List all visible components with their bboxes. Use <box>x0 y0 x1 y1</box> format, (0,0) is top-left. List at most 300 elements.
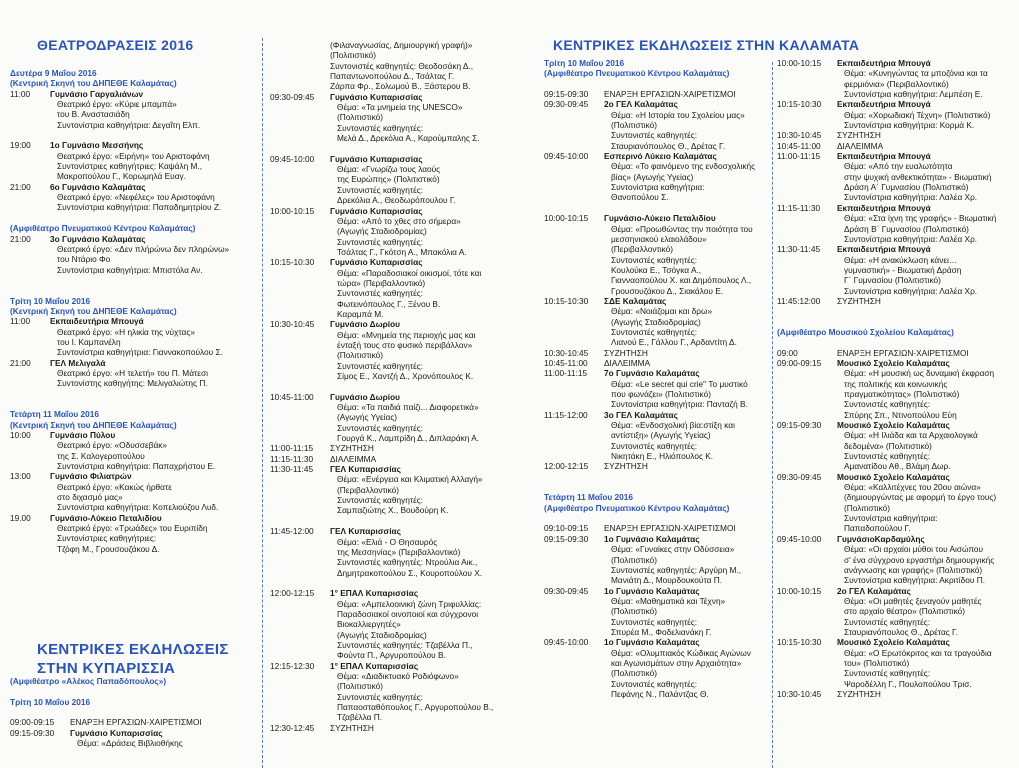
venue-heading: (Κεντρική Σκηνή του ΔΗΠΕΘΕ Καλαμάτας) <box>10 305 177 316</box>
schedule-entry <box>270 206 515 258</box>
entry-line: Θεατρικό έργο: «Τρωάδες» του Ευριπίδη <box>57 523 208 534</box>
entry-line: ΣΥΖΗΤΗΣΗ <box>604 347 648 358</box>
entry-line: Αμανατίδου Αθ., Βλάμη Δωρ. <box>844 461 951 472</box>
entry-school: 1ο Γυμνάσιο Μεσσήνης <box>50 140 144 151</box>
spacer <box>10 399 256 409</box>
entry-line: Συντονίστρια καθηγήτρια: <box>844 513 938 524</box>
entry-line: μεσσηνιακού ελαιολάδου» <box>611 233 707 244</box>
entry-line: Θέμα: «Γνωρίζω τους λαούς <box>337 164 441 175</box>
schedule-entry <box>777 586 1019 638</box>
schedule-entry <box>270 723 515 733</box>
entry-time: 19:00 <box>10 140 31 151</box>
entry-school: Μουσικό Σχολείο Καλαμάτας <box>837 357 950 368</box>
entry-line: Συντονίστρια καθηγήτρια: Κοπελιούζου Λυδ. <box>57 502 219 513</box>
entry-line: δεδομένα» (Πολιτιστικό) <box>844 440 932 451</box>
day-heading: Τετάρτη 11 Μαΐου 2016 <box>10 409 99 420</box>
entry-line: (Πολιτιστικό) <box>611 668 657 679</box>
schedule-entry <box>544 523 774 533</box>
entry-school: Εκπαιδευτήρια Μπουγά <box>50 316 144 327</box>
entry-line: Θεατρικό έργο: «Κακώς ήρθατε <box>57 481 172 492</box>
schedule-entry <box>10 471 256 512</box>
entry-line: (Πολιτιστικό) <box>330 50 376 61</box>
entry-school: Γυμνάσιο Κυπαρισσίας <box>330 153 423 164</box>
entry-line: Σαμπαζιώτης Χ., Βουδούρη Κ. <box>337 505 449 516</box>
entry-time: 10:30-10:45 <box>777 130 822 141</box>
spacer <box>544 513 774 523</box>
entry-line: Θέμα: «Δράσεις Βιβλιοθήκης <box>77 738 183 749</box>
venue-heading: (Αμφιθέατρο «Αλέκος Παπαδόπουλος») <box>10 676 167 686</box>
entry-line: στο διχασμό μας» <box>57 492 123 503</box>
entry-line: Θανοπούλου Σ. <box>611 192 669 203</box>
entry-line: (Πολιτιστικό) <box>611 606 657 617</box>
entry-school: Γυμνάσιο Γαργαλιάνων <box>50 88 144 99</box>
entry-school: 7ο Γυμνάσιο Καλαμάτας <box>604 368 700 379</box>
entry-time: 09:00-09:15 <box>777 357 822 368</box>
entry-line: (Αγωγής Σταδιοδρομίας) <box>611 316 701 327</box>
entry-line: Συντονιστές καθηγητές: <box>844 399 931 410</box>
entry-line: Θέμα: «Παραδοσιακοί οικισμοί, τότε και <box>337 267 482 278</box>
schedule-entry <box>10 358 256 389</box>
schedule-entry <box>270 443 515 453</box>
venue-heading: (Αμφιθέατρο Μουσικού Σχολείου Καλαμάτας) <box>777 326 954 337</box>
entry-line: ΔΙΑΛΕΙΜΜΑ <box>837 140 884 151</box>
entry-line: του Ι. Καμπανέλη <box>57 336 121 347</box>
entry-line: Βιοκαλλιεργητές» <box>337 619 401 630</box>
entry-line: Θέμα: «Μαθηματικά και Τέχνη» <box>611 595 726 606</box>
entry-school: 1° ΕΠΑΛ Κυπαρισσίας <box>330 660 419 671</box>
entry-line: Ζάρπα Φρ., Σολωμού Β., Ξάστερου Β. <box>330 81 471 92</box>
entry-school: ΓΕΛ Κυπαρισσίας <box>330 464 401 475</box>
column-divider-2 <box>772 62 773 768</box>
entry-time: 12:00-12:15 <box>544 461 589 472</box>
entry-line: Συντονιστές καθηγητές: <box>337 360 424 371</box>
entry-time: 09:30-09:45 <box>270 91 315 102</box>
entry-line: (Περιβαλλοντικό) <box>611 244 674 255</box>
entry-time: 10:15-10:30 <box>544 295 589 306</box>
entry-line: Γ΄ Γυμνασίου (Πολιτιστικό) <box>844 275 941 286</box>
entry-line: Καραμπά Μ. <box>337 308 384 319</box>
entry-line: Συντονίστριες καθηγήτριες: <box>57 533 157 544</box>
entry-school: 1ο Γυμνάσιο Καλαμάτας <box>604 533 700 544</box>
column-4 <box>777 58 1019 699</box>
entry-line: Σταυριανόπουλος Θ., Δρέτας Γ. <box>844 626 959 637</box>
entry-school: Εκπαιδευτήρια Μπουγά <box>837 99 931 110</box>
spacer <box>10 130 256 140</box>
entry-time: 09:10-09:15 <box>544 523 589 534</box>
column-3 <box>544 58 774 699</box>
entry-line: και Αγωνισμάτων στην Αρχαιότητα» <box>611 657 742 668</box>
theatre-section-title: ΘΕΑΤΡΟΔΡΑΣΕΙΣ 2016 <box>37 37 194 53</box>
entry-school: Γυμνάσιο Κυπαρισσίας <box>70 727 163 738</box>
entry-line: Θέμα: «Ενδοσχολική βία:στίξη και <box>611 420 735 431</box>
entry-line: ΔΙΑΛΕΙΜΜΑ <box>330 453 377 464</box>
entry-time: 10:00-10:15 <box>777 58 822 68</box>
entry-school: Γυμνάσιο Κυπαρισσίας <box>330 257 423 268</box>
entry-time: 11:15-11:30 <box>777 202 821 213</box>
entry-line: του Ντάριο Φο <box>57 254 111 265</box>
spacer <box>777 317 1019 327</box>
entry-line: Δημητρακοπούλου Σ., Κουροπούλου Χ. <box>337 567 483 578</box>
entry-line: Γιανναοπούλου Χ. και Δημόπουλος Λ., <box>611 275 752 286</box>
entry-line: (Πολιτιστικό) <box>337 350 383 361</box>
spacer <box>544 79 774 89</box>
entry-line: της πολιτικής και κοινωνικής <box>844 378 948 389</box>
entry-line: ΕΝΑΡΞΗ ΕΡΓΑΣΙΩΝ-ΧΑΙΡΕΤΙΣΜΟΙ <box>70 717 202 728</box>
entry-school: Εκπαιδευτήρια Μπουγά <box>837 244 931 255</box>
entry-line: Φωτεινόπουλος Γ., Ξένου Β. <box>337 298 441 309</box>
entry-line: ΔΙΑΛΕΙΜΜΑ <box>604 357 651 368</box>
entry-line: (Αγωγής Σταδιοδρομίας) <box>337 226 427 237</box>
entry-line: αντίστιξη» (Αγωγής Υγείας) <box>611 430 711 441</box>
entry-line: (Περιβαλλοντικό) <box>337 484 400 495</box>
entry-school: 3ο Γυμνάσιο Καλαμάτας <box>50 233 146 244</box>
entry-line: Θέμα: «Προωθώντας την ποιότητα του <box>611 223 753 234</box>
entry-school: Γυμνάσιο-Λύκειο Πεταλιδίου <box>50 512 162 523</box>
schedule-entry <box>777 203 1019 244</box>
entry-line: (δημιουργώντας με αφορμή το έργο τους) <box>844 492 997 503</box>
entry-line: Συντονιστές καθηγητές: Αργύρη Μ., <box>611 564 742 575</box>
spacer <box>270 143 515 153</box>
schedule-entry <box>777 58 1019 99</box>
entry-school: 6ο Γυμνάσιο Καλαμάτας <box>50 181 146 192</box>
schedule-entry <box>270 526 515 578</box>
entry-line: Συντονίστρια καθηγήτρια: Παπαδημητρίου Ζ. <box>57 202 222 213</box>
entry-school: Μουσικό Σχολείο Καλαμάτας <box>837 637 950 648</box>
entry-time: 11:30-11:45 <box>777 244 821 255</box>
entry-line: Θεατρικό έργο: «Δεν πλήρώνω δεν πληρώνω» <box>57 243 230 254</box>
entry-line: Δρεκόλια Α., Θεοδωρόπουλου Γ. <box>337 195 456 206</box>
entry-time: 10:00 <box>10 430 31 441</box>
entry-time: 09:30-09:45 <box>544 585 589 596</box>
entry-time: 12:30-12:45 <box>270 722 315 733</box>
schedule-entry <box>777 99 1019 130</box>
entry-time: 09:45-10:00 <box>544 637 589 648</box>
schedule-entry <box>10 89 256 130</box>
entry-line: Συντονίστρια καθηγήτρια: Πανταζή Β. <box>611 399 748 410</box>
entry-line: Συντονίστρια καθηγήτρια: Λαλέα Χρ. <box>844 192 978 203</box>
schedule-entry <box>777 141 1019 151</box>
entry-line: ένταξή τους στο φυσικό περιβάλλον» <box>337 339 473 350</box>
entry-school: ΓΕΛ Κυπαρισσίας <box>330 526 401 537</box>
entry-line: Συντονίστρια καθηγήτρια: Γιαννακοπούλου Σ. <box>57 347 223 358</box>
spacer <box>10 707 256 717</box>
entry-line: ΣΥΖΗΤΗΣΗ <box>837 130 881 141</box>
entry-line: που φωνάζει» (Πολιτιστικό) <box>611 389 711 399</box>
schedule-entry <box>777 534 1019 586</box>
spacer <box>270 381 515 391</box>
entry-line: Πεφάνης Ν., Παλάντζας Θ. <box>611 688 709 699</box>
entry-line: Θέμα: «Μνημεία της περιοχής μας και <box>337 329 476 340</box>
entry-line: Συντονιστές καθηγητές: <box>611 440 698 451</box>
entry-line: Θέμα: «Νοιάζομαι και δρω» <box>611 306 713 317</box>
entry-line: Θέμα: «Από το χθες στο σήμερα» <box>337 215 461 226</box>
schedule-entry <box>777 358 1019 420</box>
entry-line: ανάγνωσης και γραφής» (Πολιτιστικό) <box>844 564 983 575</box>
schedule-entry <box>544 410 774 462</box>
entry-line: ΣΥΖΗΤΗΣΗ <box>837 295 881 306</box>
entry-line: φερμιόνια» (Περιβαλλοντικό) <box>844 78 949 89</box>
day-heading: Δευτέρα 9 Μαΐου 2016 <box>10 68 97 78</box>
schedule-entry <box>10 728 256 749</box>
schedule-entry <box>777 296 1019 306</box>
entry-line: Θεατρικό έργο: «Ειρήνη» του Αριστοφάνη <box>57 150 210 161</box>
schedule-entry <box>270 257 515 319</box>
entry-line: του» (Πολιτιστικό) <box>844 657 910 668</box>
entry-time: 10:15-10:30 <box>777 99 822 110</box>
day-heading: Τρίτη 10 Μαΐου 2016 <box>544 58 625 68</box>
schedule-entry <box>544 99 774 151</box>
entry-time: 10:30-10:45 <box>777 688 822 699</box>
entry-line: Γρουσουζάκου Δ., Σιακάλου Ε. <box>611 285 724 296</box>
entry-time: 10:00-10:15 <box>544 213 589 224</box>
entry-line: Φούντα Π., Αργυροπούλου Β. <box>337 650 446 661</box>
entry-school: Εκπαιδευτήρια Μπουγά <box>837 202 931 213</box>
entry-line: στο αρχαίο θέατρο» (Πολιτιστικό) <box>844 606 966 617</box>
spacer <box>777 337 1019 347</box>
spacer <box>270 516 515 526</box>
entry-school: 3ο ΓΕΛ Καλαμάτας <box>604 409 678 420</box>
venue-heading: (Αμφιθέατρο Πνευματικού Κέντρου Καλαμάτας) <box>10 223 196 234</box>
entry-time: 10:15-10:30 <box>777 637 822 648</box>
entry-line: Τσάλτας Γ., Γκότση Α., Μπακόλια Α. <box>337 246 467 257</box>
entry-line: Θέμα: «Ο Ερωτόκριτος και τα τραγούδια <box>844 647 992 658</box>
schedule-entry <box>270 464 515 516</box>
entry-line: (Πολιτιστικό) <box>844 502 890 513</box>
entry-line: Συντονιστές καθηγητές: <box>611 678 698 689</box>
entry-line: Συντονιστές καθηγητές: <box>611 326 698 337</box>
entry-line: Θέμα: «Ολυμπιακός Κώδικας Αγώνων <box>611 647 751 658</box>
entry-line: Συντονίστρια καθηγήτρια: Παπαχρήστου Ε. <box>57 461 216 472</box>
entry-time: 10:45-11:00 <box>544 357 588 368</box>
entry-line: Θέμα: «Ενέργεια και Κλιματική Αλλαγή» <box>337 474 483 485</box>
column-1-kyparissia <box>10 676 256 748</box>
entry-time: 11:00-11:15 <box>544 368 588 379</box>
entry-line: της Μεσσηνίας» (Περιβαλλοντικό) <box>337 546 461 557</box>
entry-line: βίας» (Αγωγής Υγείας) <box>611 171 694 182</box>
schedule-entry <box>10 140 256 181</box>
venue-heading: (Αμφιθέατρο Πνευματικού Κέντρου Καλαμάτας) <box>544 68 730 79</box>
entry-school: ΓυμνάσιοΚαρδαμύλης <box>837 533 925 544</box>
entry-time: 12:15-12:30 <box>270 660 315 671</box>
entry-line: γυμναστική» - Βιωματική Δράση <box>844 264 962 275</box>
entry-line: Θέμα: «Το φαινόμενο της ενδοσχολικής <box>611 161 756 172</box>
entry-line: Τζαβέλλα Π. <box>337 712 383 723</box>
entry-time: 11:30-11:45 <box>270 464 314 475</box>
schedule-entry <box>270 588 515 660</box>
entry-line: Συντονίστρια καθηγήτρια: Λαλέα Χρ. <box>844 233 978 244</box>
entry-time: 09:45-10:00 <box>777 533 822 544</box>
entry-time: 09:15-09:30 <box>777 420 822 431</box>
schedule-entry <box>544 348 774 358</box>
entry-line: Δράση Β΄ Γυμνασίου (Πολιτιστικό) <box>844 223 969 234</box>
entry-time: 10:30-10:45 <box>544 347 589 358</box>
spacer <box>544 472 774 482</box>
spacer <box>10 213 256 223</box>
entry-school: 1ο Γυμνάσιο Καλαμάτας <box>604 637 700 648</box>
entry-line: Συντονιστές καθηγητές: Ντρούλια Αικ., <box>337 557 478 568</box>
entry-line: Θέμα: «Τα παιδιά παίζι... Διαφορετικά» <box>337 402 479 413</box>
schedule-entry <box>10 182 256 213</box>
entry-line: Σπύρης Σπ., Ντινοπούλου Εύη <box>844 409 957 420</box>
entry-school: Εσπερινό Λύκειο Καλαμάτας <box>604 151 717 162</box>
schedule-entry <box>777 689 1019 699</box>
entry-time: 09:45-10:00 <box>544 151 589 162</box>
entry-line: Συντονιστές καθηγητές: <box>337 184 424 195</box>
schedule-entry <box>270 40 515 92</box>
entry-line: Θέμα: «Κυνηγώντας τα μποζόνια και τα <box>844 68 988 79</box>
day-heading: Τετάρτη 11 Μαΐου 2016 <box>544 492 633 503</box>
entry-line: Συντονιστές καθηγητές: <box>337 422 424 433</box>
spacer <box>544 482 774 492</box>
entry-time: 10:45-11:00 <box>270 391 314 402</box>
entry-time: 21:00 <box>10 233 31 244</box>
entry-line: Γουργά Κ., Λαμπρίδη Δ., Διπλαράκη Α. <box>337 433 480 444</box>
entry-line: Παραδοσιακοί οινοποιοί και σύγχρονοι <box>337 608 479 619</box>
entry-line: Συντονίστρια καθηγήτρια: <box>611 182 705 193</box>
entry-line: Κουλούκα Ε., Τσόγκα Α., <box>611 264 702 275</box>
schedule-entry <box>544 151 774 203</box>
entry-school: 2ο ΓΕΛ Καλαμάτας <box>837 585 911 596</box>
schedule-entry <box>10 717 256 727</box>
schedule-entry <box>777 420 1019 472</box>
venue-heading: (Κεντρική Σκηνή του ΔΗΠΕΘΕ Καλαμάτας) <box>10 419 177 430</box>
entry-line: Συντονιστές καθηγητές: Τζαβέλλα Π., <box>337 639 473 650</box>
entry-line: Θέμα: «Γυναίκες στην Οδύσσεια» <box>611 544 735 555</box>
entry-school: 1° ΕΠΑΛ Κυπαρισσίας <box>330 588 419 599</box>
day-heading: Τρίτη 10 Μαΐου 2016 <box>10 696 91 707</box>
venue-heading: (Κεντρική Σκηνή του ΔΗΠΕΘΕ Καλαμάτας) <box>10 78 177 89</box>
entry-line: Σταυριανόπουλος Θ., Δρέτας Γ. <box>611 140 726 151</box>
entry-line: Σίμος Ε., Χαντζή Δ., Χρονόπουλος Κ. <box>337 371 474 381</box>
schedule-entry <box>10 316 256 357</box>
entry-time: 11:45:12:00 <box>777 295 821 306</box>
schedule-entry <box>544 534 774 586</box>
entry-time: 09:15-09:30 <box>544 533 589 544</box>
entry-line: Συντονίστρια καθηγήτρια: Κορμά Κ. <box>844 120 975 131</box>
entry-school: 2ο ΓΕΛ Καλαμάτας <box>604 99 678 110</box>
column-1 <box>10 68 256 554</box>
entry-line: Παπαοσταθόπουλος Γ., Αργυροπούλου Β., <box>337 702 494 712</box>
entry-line: Ψαροδέλλη Γ., Πουλοπούλου Τρισ. <box>844 678 972 689</box>
entry-time: 10:00-10:15 <box>777 585 822 596</box>
schedule-entry <box>270 392 515 444</box>
entry-line: ΕΝΑΡΞΗ ΕΡΓΑΣΙΩΝ-ΧΑΙΡΕΤΙΣΜΟΙ <box>837 347 969 358</box>
entry-line: του Β. Αναστασιάδη <box>57 109 130 120</box>
entry-line: σ' ένα σύγχρονο εργαστήρι δημιουργικής <box>844 554 995 565</box>
entry-line: Συντονιστές καθηγητές: <box>337 122 424 133</box>
entry-line: Θέμα: «Η Ιλιάδα και τα Αρχαιολογικά <box>844 430 978 441</box>
entry-time: 11:00-11:15 <box>270 443 314 454</box>
schedule-entry <box>544 461 774 471</box>
entry-time: 09:00-09:15 <box>10 717 55 728</box>
schedule-entry <box>10 430 256 471</box>
column-2 <box>270 40 515 733</box>
entry-school: ΣΔΕ Καλαμάτας <box>604 295 667 306</box>
spacer <box>10 686 256 696</box>
schedule-entry <box>777 151 1019 203</box>
entry-line: (Αγωγής Σταδιοδρομίας) <box>337 629 427 640</box>
entry-line: Συντονιστές καθηγητές: Θεοδοσάκη Δ., <box>330 60 474 71</box>
entry-line: (Πολιτιστικό) <box>611 554 657 565</box>
schedule-entry <box>10 234 256 275</box>
entry-line: Συντονιστές καθηγητές: <box>337 495 424 506</box>
entry-line: ΣΥΖΗΤΗΣΗ <box>837 688 881 699</box>
entry-time: 11:15-12:00 <box>544 409 588 420</box>
schedule-entry <box>544 368 774 409</box>
entry-line: πραγματικότητας» (Πολιτιστικό) <box>844 389 960 399</box>
entry-line: (Πολιτιστικό) <box>337 681 383 692</box>
entry-line: Συντονίστρια καθηγήτρια: Μπιστόλα Αν. <box>57 264 203 275</box>
schedule-entry <box>544 586 774 638</box>
entry-time: 10:30-10:45 <box>270 319 315 330</box>
entry-line: στην ψυχική ανθεκτικότητα» - Βιωματική <box>844 171 992 182</box>
entry-line: τώρα» (Περιβαλλοντικό) <box>337 277 426 288</box>
schedule-entry <box>777 130 1019 140</box>
entry-time: 12:00-12:15 <box>270 588 315 599</box>
entry-line: Συντονίστρια καθηγήτρια: Λαλέα Χρ. <box>844 285 978 296</box>
entry-line: Θέμα: «Οι αρχαίοι μύθοι του Αισώπου <box>844 544 984 555</box>
entry-line: Συντονίστριες καθηγήτριες: Καψάλη Μ., <box>57 161 203 172</box>
entry-time: 09:15-09:30 <box>544 89 589 100</box>
entry-time: 09:30-09:45 <box>777 471 822 482</box>
entry-line: Συντονιστές καθηγητές: <box>337 236 424 247</box>
entry-line: Θέμα: «Χορωδιακή Τέχνη» (Πολιτιστικό) <box>844 109 991 120</box>
entry-line: Δράση Α΄ Γυμνασίου (Πολιτιστικό) <box>844 182 969 193</box>
entry-time: 13:00 <box>10 471 31 482</box>
spacer <box>10 275 256 285</box>
entry-school: Γυμνάσιο Δωρίου <box>330 391 400 402</box>
entry-school: 1ο Γυμνάσιο Καλαμάτας <box>604 585 700 596</box>
entry-time: 09:30-09:45 <box>544 99 589 110</box>
entry-line: Λιανού Ε., Γάλλου Γ., Αρδαντίτη Δ. <box>611 337 737 348</box>
entry-school: Γυμνάσιο-Λύκειο Πεταλιδίου <box>604 213 716 224</box>
entry-line: Συντονιστές καθηγητές: <box>337 288 424 299</box>
entry-line: Συντονιστές καθηγητές: <box>844 616 931 627</box>
entry-time: 11:45-12:00 <box>270 526 314 537</box>
entry-line: ΣΥΖΗΤΗΣΗ <box>330 722 374 733</box>
entry-line: Θέμα: «Από την ευαλωτότητα <box>844 161 953 172</box>
entry-line: Θέμα: «Η Ιστορία του Σχολείου μας» <box>611 109 745 120</box>
entry-time <box>270 40 330 92</box>
entry-line: Θέμα: «Η ανακύκλωση κάνει… <box>844 254 958 265</box>
entry-line: Παπαντωνοπούλου Δ., Τσάλτας Γ. <box>330 71 455 82</box>
entry-time: 10:15-10:30 <box>270 257 315 268</box>
entry-time: 11:15-11:30 <box>270 453 314 464</box>
entry-line: Θεατρικό έργο: «Η τελετή» του Π. Μάτεσι <box>57 367 208 378</box>
schedule-entry <box>777 244 1019 296</box>
entry-line: (Φιλαναγνωσίας, Δημιουργική γραφή)» <box>330 40 473 50</box>
entry-line: ΕΝΑΡΞΗ ΕΡΓΑΣΙΩΝ-ΧΑΙΡΕΤΙΣΜΟΙ <box>604 523 736 534</box>
entry-line: Θεατρικό έργο: «Νεφέλες» του Αριστοφάνη <box>57 192 215 203</box>
entry-line: (Πολιτιστικό) <box>611 120 657 131</box>
schedule-entry <box>777 472 1019 534</box>
entry-time: 11:00-11:15 <box>777 151 821 162</box>
schedule-entry <box>270 661 515 723</box>
entry-line: Θέμα: «Διαδικτυακό Ροδιόφωνο» <box>337 670 459 681</box>
entry-line: Συντονιστές καθηγητές: <box>611 616 698 627</box>
schedule-entry <box>544 637 774 699</box>
entry-line: Θέμα: «Η μουσική ως δυναμική έκφραση <box>844 368 995 379</box>
entry-line: Θέμα: «Αμπελοοινική ζώνη Τριφυλλίας: <box>337 598 482 609</box>
schedule-entry <box>544 213 774 296</box>
entry-line: Θεατρικό έργο: «Οδυσσεβάκ» <box>57 440 168 451</box>
entry-line: Θέμα: «Le secret qui crie" Το μυστικό <box>611 378 748 389</box>
entry-school: Γυμνάσιο Κυπαρισσίας <box>330 205 423 216</box>
entry-school: Εκπαιδευτήρια Μπουγά <box>837 151 931 162</box>
schedule-entry <box>270 319 515 381</box>
entry-time: 21:00 <box>10 181 31 192</box>
entry-line: (Πολιτιστικό) <box>337 112 383 123</box>
